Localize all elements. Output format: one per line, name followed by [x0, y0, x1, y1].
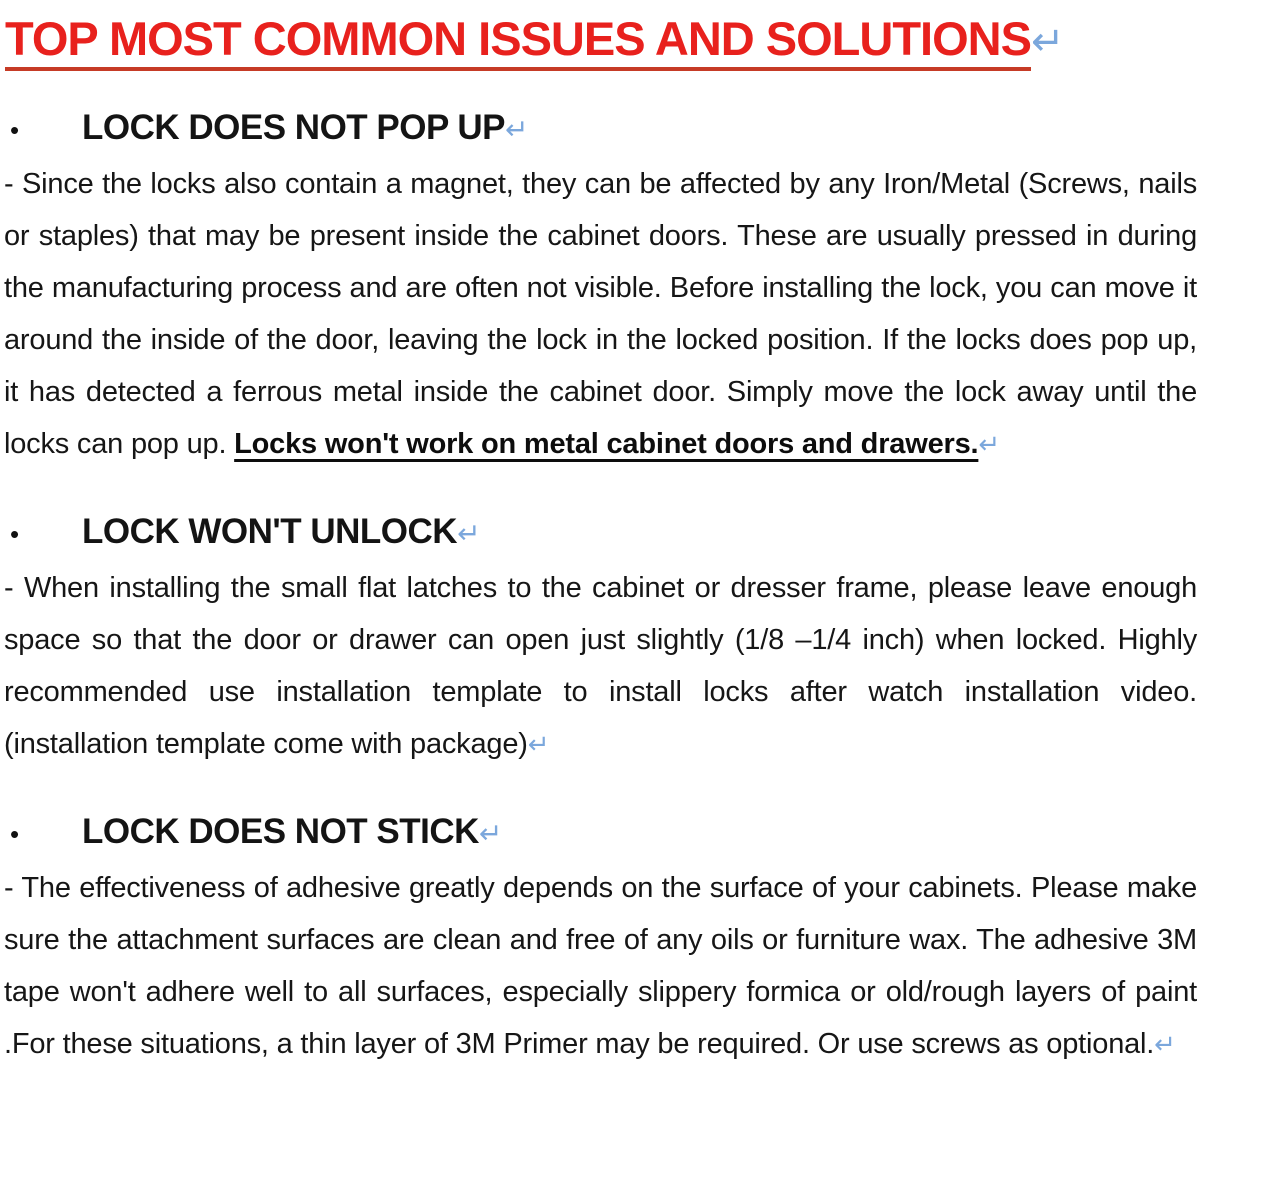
issue-heading [82, 812, 502, 852]
issue-heading-text: LOCK WON'T UNLOCK [82, 512, 458, 552]
paragraph-mark-icon: ↵ [505, 114, 528, 146]
bullet-icon: • [10, 519, 20, 550]
issue-body-paragraph [4, 158, 1197, 470]
bullet-icon: • [10, 115, 20, 146]
issue-heading-text: LOCK DOES NOT POP UP [82, 108, 506, 148]
paragraph-mark-icon: ↵ [1154, 1029, 1176, 1060]
issue-body-paragraph [4, 562, 1197, 770]
document-title [5, 12, 1283, 66]
issue-section-pop-up [0, 108, 1283, 470]
paragraph-mark-icon: ↵ [1030, 20, 1064, 64]
issue-body-emphasis-text: Locks won't work on metal cabinet doors and drawers. [234, 428, 979, 461]
issue-body-paragraph [4, 862, 1197, 1070]
paragraph-mark-icon: ↵ [457, 518, 481, 550]
issue-body-text: - The effectiveness of adhesive greatly depends on the surface of your cabinets. Please make sure the attachment surfaces are clean and free of any oils or furniture wax. The adhesive 3M tape won't adhere well to all surfaces, especially slippery formica or old/rough layers of paint .For these situations, a thin layer of 3M Primer may be required. Or use screws as optional. [4, 872, 1197, 1061]
issue-heading [82, 108, 528, 148]
issue-body-text: - Since the locks also contain a magnet, they can be affected by any Iron/Metal (Screws, nails or staples) that may be present inside the cabinet doors. These are usually pressed in during the manufacturing process and are often not visible. Before installing the lock, you can move it around the inside of the door, leaving the lock in the locked position. If the locks does pop up, it has detected a ferrous metal inside the cabinet door. Simply move the lock away until the locks can pop up. [4, 168, 1197, 461]
issue-heading-row [0, 108, 1283, 148]
paragraph-mark-icon: ↵ [527, 729, 550, 760]
document-title-text: TOP MOST COMMON ISSUES AND SOLUTIONS [5, 12, 1031, 71]
issue-heading-row [0, 512, 1283, 552]
issue-section-does-not-stick [0, 812, 1283, 1070]
issue-heading-row [0, 812, 1283, 852]
paragraph-mark-icon: ↵ [478, 818, 502, 850]
bullet-icon: • [10, 819, 20, 850]
issue-section-wont-unlock [0, 512, 1283, 770]
issue-body-text: - When installing the small flat latches to the cabinet or dresser frame, please leave enough space so that the door or drawer can open just slightly (1/8 –1/4 inch) when locked. Highly recommended use installation template to install locks after watch installation video. (installation template come with package) [4, 572, 1197, 761]
paragraph-mark-icon: ↵ [978, 429, 1000, 460]
issue-heading-text: LOCK DOES NOT STICK [82, 812, 479, 852]
issue-heading [82, 512, 480, 552]
